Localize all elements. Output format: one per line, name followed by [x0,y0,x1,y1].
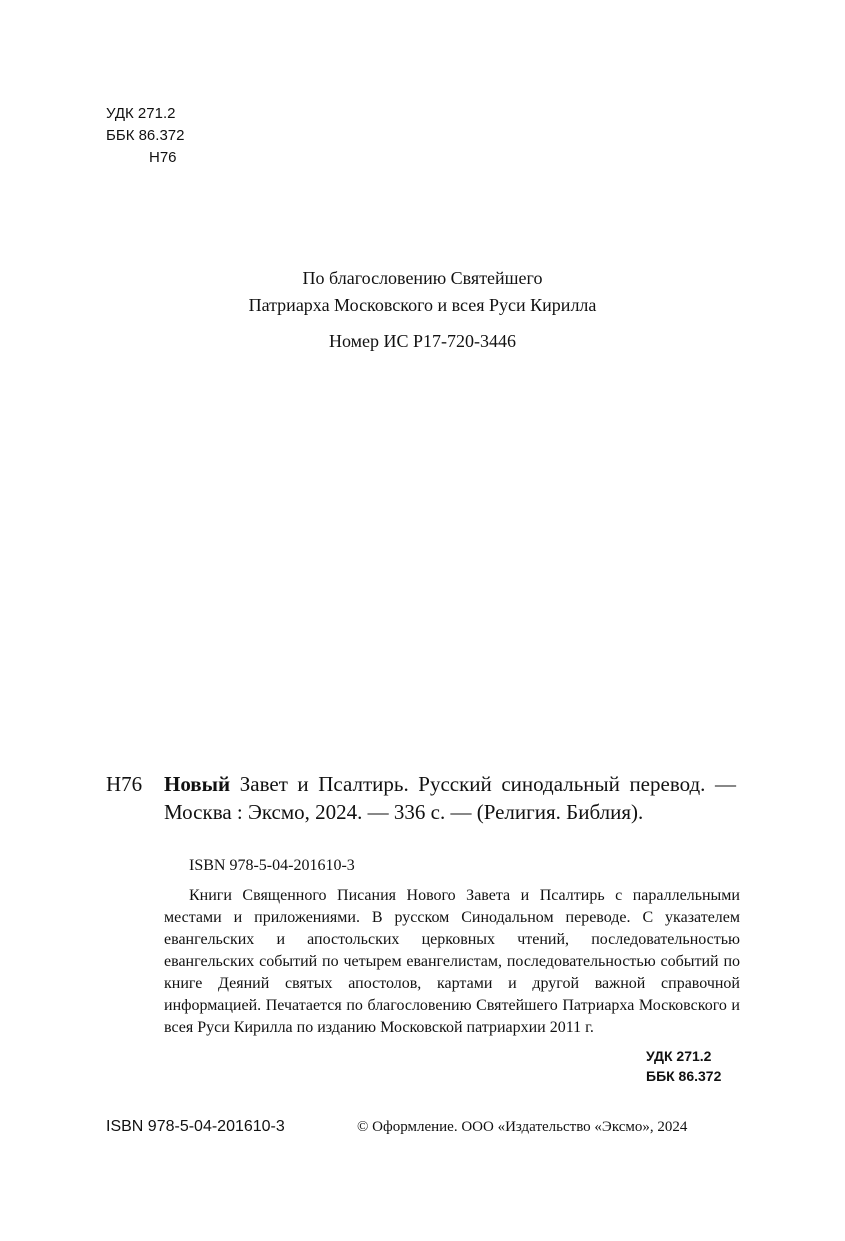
blessing-line-2: Патриарха Московского и всея Руси Кирилла [248,295,597,315]
udk-code: УДК 271.2 [106,105,176,122]
footer-isbn: ISBN 978-5-04-201610-3 [106,1118,285,1135]
author-mark: Н76 [149,149,177,166]
card-title [164,770,736,826]
udk-code-bottom: УДК 271.2 [646,1048,712,1064]
blessing-text [0,265,845,319]
classification-block-bottom [646,1046,721,1086]
bbk-code: ББК 86.372 [106,127,185,144]
footer-copyright: © Оформление. ООО «Издательство «Эксмо», 2024 [357,1119,688,1135]
card-title-rest: Завет и Псалтирь. Русский синодальный перевод. — Москва : Эксмо, 2024. — 336 с. — (Религия. Библия). [164,772,736,824]
blessing-line-1: По благословению Святейшего [302,268,543,288]
bbk-code-bottom: ББК 86.372 [646,1068,722,1084]
ic-number: Номер ИС Р17-720-3446 [328,331,517,351]
card-author-mark: Н76 [106,772,143,796]
classification-block-top [106,103,184,169]
annotation: Книги Священного Писания Нового Завета и Псалтирь с параллельными местами и приложениями. В русском Синодальном переводе. С указателем евангельских и апостольских церковных чтений, последовательностью евангельских событий по четырем евангелистам, последовательностью событий по книге Деяний святых апостолов, картами и другой важной справочной информацией. Печатается по благословению Святейшего Патриарха Московского и всея Руси Кирилла по изданию Московской патриархии 2011 г. [164,887,740,1036]
card-title-bold: Новый [164,772,231,796]
card-isbn: ISBN 978-5-04-201610-3 [189,857,355,874]
